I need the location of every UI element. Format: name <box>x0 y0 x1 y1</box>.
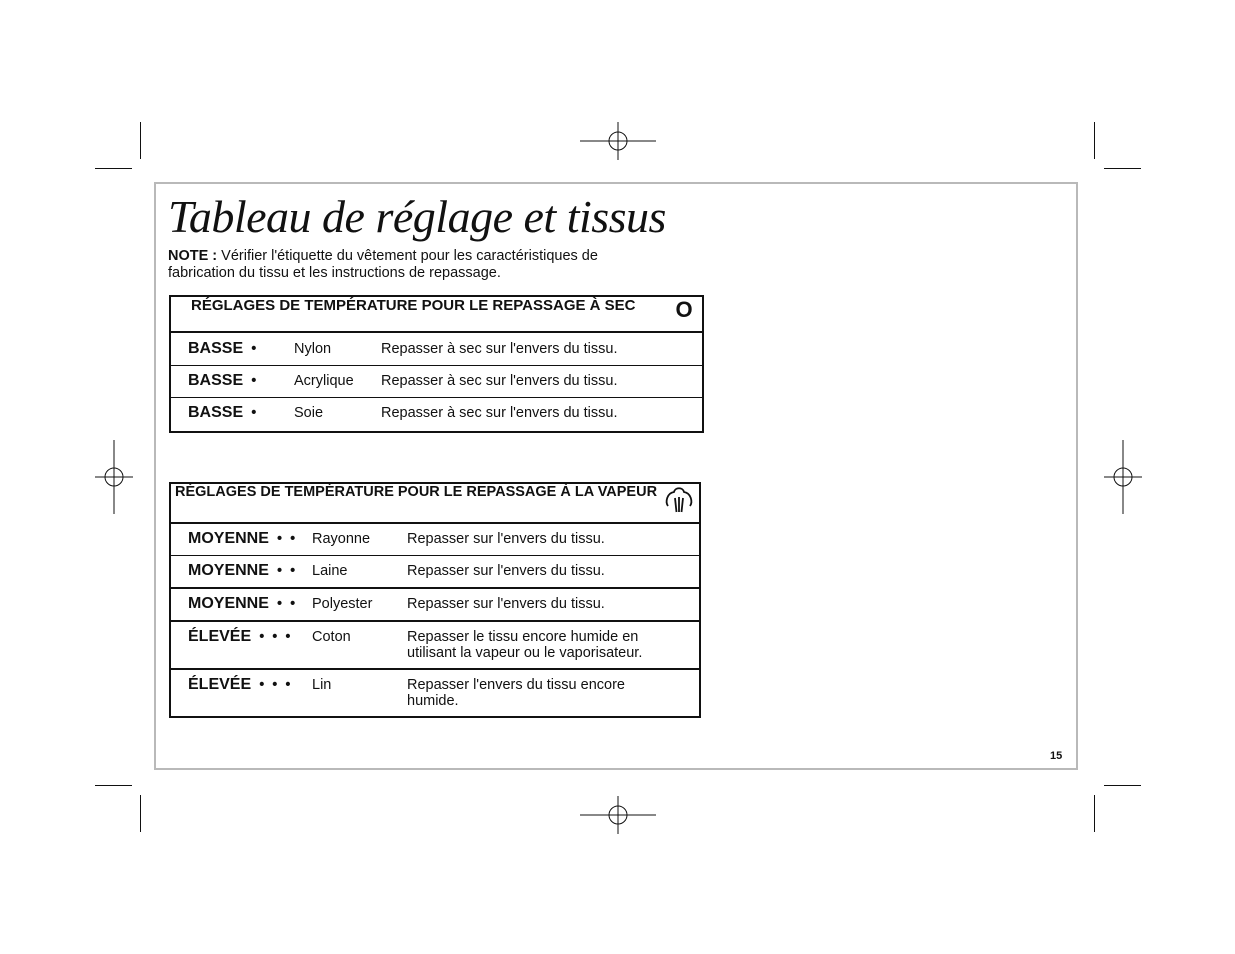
level-label: BASSE <box>188 340 244 357</box>
table-row <box>170 621 700 669</box>
note-label: NOTE : <box>168 248 218 264</box>
dry-table-header: RÉGLAGES DE TEMPÉRATURE POUR LE REPASSAGE À SEC <box>170 296 666 332</box>
level-label: MOYENNE <box>188 562 269 579</box>
dry-ironing-table <box>169 295 704 433</box>
note-paragraph <box>168 248 668 282</box>
level-label: ÉLEVÉE <box>188 676 252 693</box>
note-text: Vérifier l'étiquette du vêtement pour les caractéristiques de fabrication du tissu et les instructions de repassage. <box>168 248 598 281</box>
dot-indicator: • <box>251 373 259 389</box>
instruction-cell: Repasser à sec sur l'envers du tissu. <box>381 332 703 366</box>
steam-ironing-table <box>169 482 701 718</box>
table-row <box>170 332 703 366</box>
crop-mark <box>140 795 141 832</box>
dot-indicator: • • <box>276 596 298 612</box>
table-row <box>170 556 700 589</box>
fabric-cell: Polyester <box>312 588 407 621</box>
instruction-cell: Repasser à sec sur l'envers du tissu. <box>381 398 703 433</box>
dot-indicator: • • • <box>259 629 293 645</box>
fabric-cell: Coton <box>312 621 407 669</box>
level-cell <box>170 621 312 669</box>
table-row <box>170 669 700 717</box>
table-row <box>170 523 700 556</box>
fabric-cell: Acrylique <box>294 366 381 398</box>
crop-mark <box>140 122 141 159</box>
fabric-cell: Laine <box>312 556 407 589</box>
fabric-cell: Nylon <box>294 332 381 366</box>
crop-mark <box>1104 168 1141 169</box>
instruction-cell: Repasser le tissu encore humide en utilisant la vapeur ou le vaporisateur. <box>407 621 700 669</box>
fabric-cell: Lin <box>312 669 407 717</box>
level-label: BASSE <box>188 372 244 389</box>
steam-icon <box>664 484 694 514</box>
fabric-cell: Rayonne <box>312 523 407 556</box>
level-cell <box>170 669 312 717</box>
fabric-cell: Soie <box>294 398 381 433</box>
instruction-cell: Repasser l'envers du tissu encore humide. <box>407 669 700 717</box>
level-label: ÉLEVÉE <box>188 628 252 645</box>
crop-mark <box>1094 795 1095 832</box>
steam-icon <box>659 483 700 523</box>
table-row <box>170 366 703 398</box>
steam-table-header: RÉGLAGES DE TEMPÉRATURE POUR LE REPASSAGE À LA VAPEUR <box>170 483 659 523</box>
level-label: MOYENNE <box>188 530 269 547</box>
crop-mark <box>1104 785 1141 786</box>
crop-mark <box>1094 122 1095 159</box>
instruction-cell: Repasser sur l'envers du tissu. <box>407 523 700 556</box>
dot-indicator: • <box>251 405 259 421</box>
table-row <box>170 398 703 433</box>
dry-symbol-text: O <box>675 297 693 322</box>
instruction-cell: Repasser sur l'envers du tissu. <box>407 588 700 621</box>
page-title: Tableau de réglage et tissus <box>168 191 666 242</box>
registration-mark-icon <box>580 796 656 834</box>
level-cell <box>170 332 294 366</box>
dot-indicator: • • • <box>259 677 293 693</box>
table-header-row <box>170 483 700 523</box>
dot-indicator: • • <box>276 531 298 547</box>
table-row <box>170 588 700 621</box>
level-cell <box>170 398 294 433</box>
level-cell <box>170 366 294 398</box>
level-label: BASSE <box>188 404 244 421</box>
page-number: 15 <box>1050 750 1063 762</box>
dot-indicator: • • <box>276 563 298 579</box>
registration-mark-icon <box>580 122 656 160</box>
dot-indicator: • <box>251 341 259 357</box>
crop-mark <box>95 168 132 169</box>
instruction-cell: Repasser sur l'envers du tissu. <box>407 556 700 589</box>
level-cell <box>170 588 312 621</box>
level-cell <box>170 523 312 556</box>
crop-mark <box>95 785 132 786</box>
instruction-cell: Repasser à sec sur l'envers du tissu. <box>381 366 703 398</box>
registration-mark-icon <box>95 440 133 514</box>
registration-mark-icon <box>1104 440 1142 514</box>
level-label: MOYENNE <box>188 595 269 612</box>
table-header-row <box>170 296 703 332</box>
level-cell <box>170 556 312 589</box>
dry-symbol-icon <box>666 296 703 332</box>
